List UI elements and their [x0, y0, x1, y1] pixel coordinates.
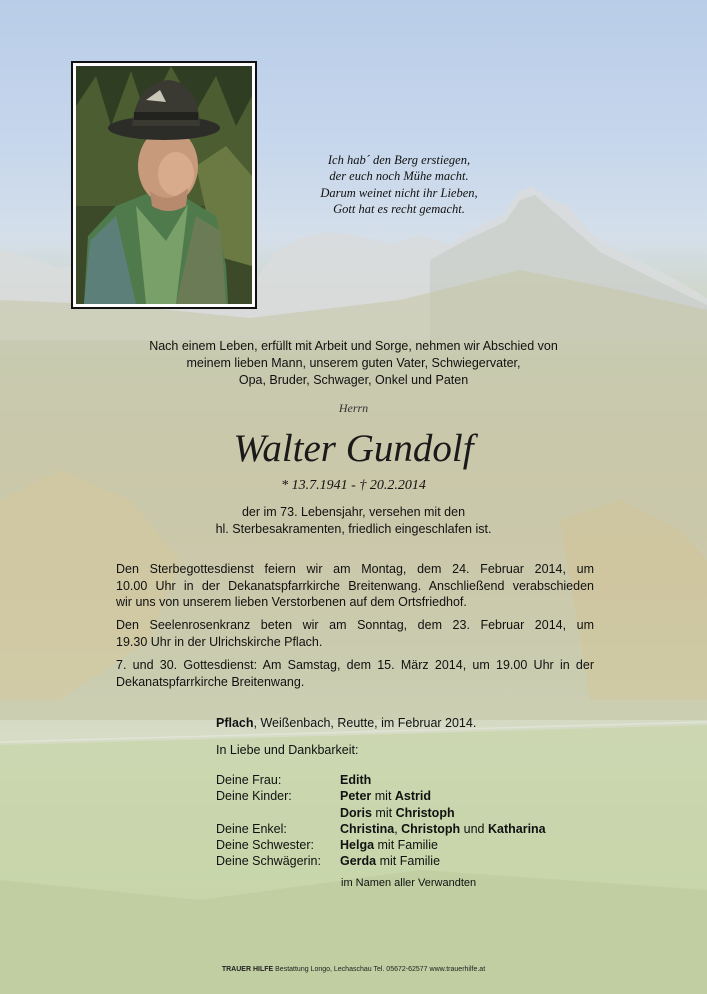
family-member: Peter [340, 789, 372, 804]
funeral-line: wir uns von unserem lieben Verstorbenen auf dem Ortsfriedhof. [116, 595, 467, 609]
family-label: Deine Kinder: [216, 789, 292, 804]
family-row-grandchildren [216, 821, 546, 837]
family-label: Deine Schwester: [216, 838, 314, 853]
funeral-line: Den Sterbegottesdienst feiern wir am Montag, dem 24. Februar 2014, um [116, 562, 594, 576]
family-member: Gerda [340, 854, 377, 869]
poem-line: Gott hat es recht gemacht. [333, 201, 465, 216]
family-row-sister-in-law [216, 853, 546, 869]
poem-line: Darum weinet nicht ihr Lieben, [320, 185, 478, 200]
place-rest: , Weißenbach, Reutte, im Februar 2014. [253, 716, 477, 730]
family-row-children-2 [216, 805, 546, 821]
family-member: Katharina [487, 821, 546, 836]
rosary-paragraph [116, 617, 594, 650]
family-connector: und [460, 821, 488, 836]
family-label: Deine Enkel: [216, 821, 287, 836]
mass-line: Dekanatspfarrkirche Breitenwang. [116, 674, 305, 689]
poem [300, 152, 498, 217]
family-label: Deine Frau: [216, 773, 282, 787]
rosary-line: 19.30 Uhr in der Ulrichskirche Pflach. [116, 634, 323, 649]
family-connector: mit [371, 789, 395, 804]
life-dates: * 13.7.1941 - † 20.2.2014 [281, 478, 426, 493]
family-connector: mit Familie [376, 854, 441, 869]
place-date-line [216, 716, 476, 730]
family-member: Astrid [394, 789, 432, 804]
family-connector: mit [371, 805, 396, 820]
relatives-note: im Namen aller Verwandten [341, 877, 477, 889]
deceased-name: Walter Gundolf [233, 427, 474, 470]
mass-paragraph [116, 657, 594, 690]
footer-text: Bestattung Longo, Lechaschau Tel. 05672-62577 www.trauerhilfe.at [273, 966, 486, 973]
poem-line: der euch noch Mühe macht. [329, 169, 469, 184]
family-member: Christoph [395, 805, 455, 820]
footer-brand: TRAUER HILFE [221, 966, 274, 973]
family-member: Doris [340, 805, 372, 820]
place-town: Pflach [216, 716, 254, 730]
family-list [216, 772, 546, 870]
family-connector: , [394, 821, 402, 836]
family-row-sister [216, 837, 546, 853]
age-text [100, 504, 607, 537]
funeral-paragraph [116, 561, 594, 611]
funeral-line: 10.00 Uhr in der Dekanatspfarrkirche Breitenwang. Anschließend verabschieden [116, 578, 594, 593]
portrait-photo [76, 66, 252, 304]
rosary-line: Den Seelenrosenkranz beten wir am Sonntag, dem 23. Februar 2014, um [116, 618, 594, 632]
intro-text [100, 338, 607, 389]
family-member: Edith [340, 773, 372, 787]
love-line: In Liebe und Dankbarkeit: [216, 743, 359, 757]
family-row-wife [216, 772, 546, 788]
honorific: Herrn [338, 401, 369, 415]
family-member: Helga [340, 838, 375, 853]
family-connector: mit Familie [374, 838, 438, 853]
age-line: der im 73. Lebensjahr, versehen mit den [241, 505, 466, 519]
poem-line: Ich hab´ den Berg erstiegen, [327, 153, 471, 167]
family-member: Christina [340, 821, 395, 836]
age-line: hl. Sterbesakramenten, friedlich eingeschlafen ist. [215, 521, 492, 536]
family-label: Deine Schwägerin: [216, 854, 321, 869]
mass-line: 7. und 30. Gottesdienst: Am Samstag, dem 15. März 2014, um 19.00 Uhr in der [116, 658, 594, 672]
intro-line: Opa, Bruder, Schwager, Onkel und Paten [238, 373, 469, 387]
family-member: Christoph [401, 821, 461, 836]
family-row-children [216, 788, 546, 804]
portrait-photo-frame [71, 61, 257, 309]
intro-line: Nach einem Leben, erfüllt mit Arbeit und Sorge, nehmen wir Abschied von [149, 339, 558, 353]
footer [0, 966, 707, 973]
intro-line: meinem lieben Mann, unserem guten Vater, Schwiegervater, [186, 356, 521, 370]
portrait-photo-image [76, 66, 252, 304]
